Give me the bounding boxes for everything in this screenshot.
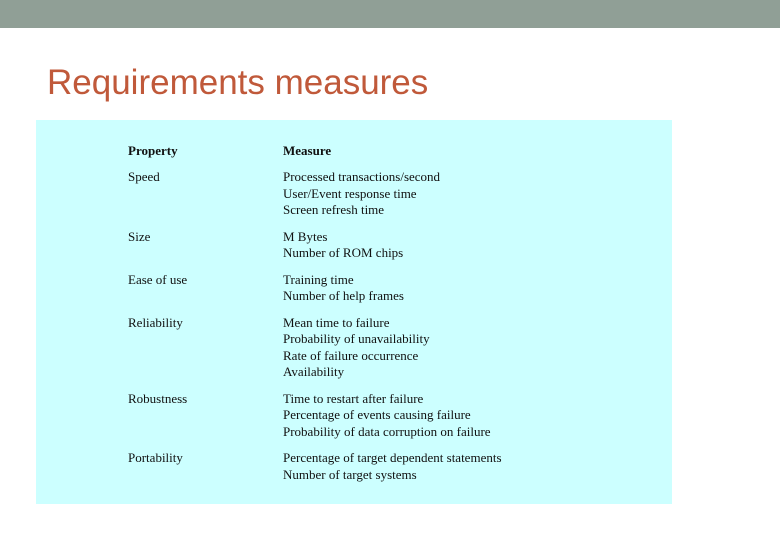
property-cell: Portability bbox=[128, 450, 183, 465]
measure-cell bbox=[283, 315, 583, 381]
property-cell: Robustness bbox=[128, 390, 188, 406]
property-cell: Speed bbox=[128, 169, 160, 184]
header-property: Property bbox=[128, 143, 178, 158]
requirements-table bbox=[128, 142, 583, 483]
measure-item: Rate of failure occurrence bbox=[283, 347, 419, 363]
measure-item: M Bytes bbox=[283, 228, 328, 244]
measure-item: Mean time to failure bbox=[283, 314, 390, 330]
measure-cell bbox=[283, 229, 583, 262]
property-cell: Reliability bbox=[128, 314, 183, 330]
table-row bbox=[128, 272, 583, 305]
table-row bbox=[128, 391, 583, 441]
top-bar bbox=[0, 0, 780, 28]
table-row bbox=[128, 169, 583, 219]
measure-item: User/Event response time bbox=[283, 185, 417, 201]
header-measure: Measure bbox=[283, 143, 332, 158]
measure-item: Number of ROM chips bbox=[283, 245, 404, 260]
table-row bbox=[128, 229, 583, 262]
measure-item: Number of help frames bbox=[283, 288, 404, 303]
measure-item: Time to restart after failure bbox=[283, 390, 424, 406]
measure-item: Training time bbox=[283, 271, 354, 287]
measure-item: Probability of data corruption on failure bbox=[283, 423, 491, 439]
table-row bbox=[128, 450, 583, 483]
measure-item: Probability of unavailability bbox=[283, 331, 430, 346]
measure-item: Screen refresh time bbox=[283, 202, 385, 217]
requirements-table-panel bbox=[36, 120, 672, 504]
table-row bbox=[128, 315, 583, 381]
slide-title: Requirements measures bbox=[47, 63, 429, 102]
measure-cell bbox=[283, 169, 583, 219]
measure-item: Availability bbox=[283, 364, 345, 379]
measure-item: Percentage of events causing failure bbox=[283, 407, 471, 422]
measure-item: Processed transactions/second bbox=[283, 169, 441, 184]
table-header-row bbox=[128, 142, 583, 159]
measure-cell bbox=[283, 272, 583, 305]
measure-cell bbox=[283, 450, 583, 483]
property-cell: Size bbox=[128, 228, 151, 244]
measure-item: Percentage of target dependent statements bbox=[283, 450, 502, 465]
property-cell: Ease of use bbox=[128, 271, 188, 287]
measure-item: Number of target systems bbox=[283, 466, 417, 482]
measure-cell bbox=[283, 391, 583, 441]
